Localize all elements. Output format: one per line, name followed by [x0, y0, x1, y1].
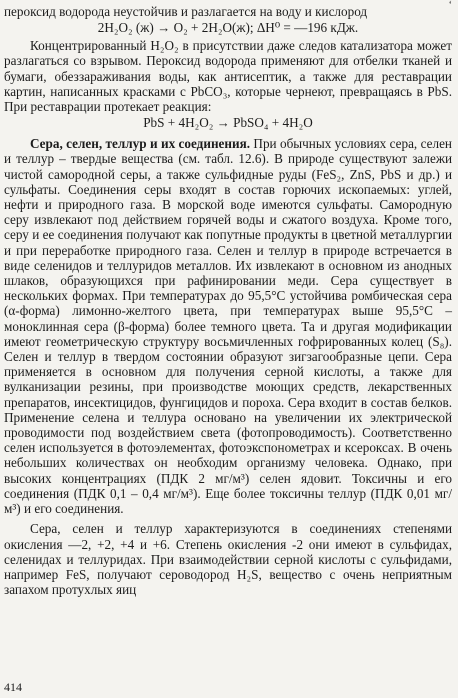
corner-mark: ‘: [448, 0, 452, 11]
section-heading: Сера, селен, теллур и их соединения.: [30, 136, 251, 152]
equation-restoration: PbS + 4H₂O₂ → PbSO₄ + 4H₂O: [143, 115, 313, 131]
paragraph-peroxide: Концентрированный H₂O₂ в присутствии даже следов катализатора может разлагаться со взрывом. Пероксид водорода применяют для отбелки тканей и бумаги, обеззараживания воды, как антисептик, а также для реставрации картин, написанных красками с PbCO₃, которые чернеют, превращаясь в PbS. При реставрации протекает реакция:: [4, 38, 452, 115]
equation-peroxide-decomposition: 2H₂O₂ (ж) → O₂ + 2H₂O(ж); ΔH⁰ = —196 кДж.: [97, 20, 359, 36]
paragraph-oxidation-states: Сера, селен и теллур характеризуются в соединениях степенями окисления —2, +2, +4 и +6. Степень окисления -2 они имеют в сульфидах, селенидах и теллуридах. При взаимодействии серной кислоты с сульфидами, например FeS, получают сероводород H₂S, вещество с очень неприятным запахом протухлых яиц: [4, 521, 452, 598]
paragraph-body: При обычных условиях сера, селен и теллур – твердые вещества (см. табл. 12.6). В природе существуют залежи чистой самородной серы, а также сульфидные руды (FeS₂, ZnS, PbS и др.) и сульфаты. Соединения серы входят в состав горючих ископаемых: углей, нефти и природного газа. В морской воде имеются сульфаты. Самородную серу извлекают под действием горячей воды и сжатого воздуха. Кроме того, серу и ее соединения получают как попутные продукты в цветной металлургии и при переработке природного газа. Селен и теллур в природе встречается в виде селенидов и теллуридов металлов. Их извлекают в основном из анодных шлаков, образующихся при рафинировании меди. Сера существует в нескольких формах. При температурах до 95,5°С устойчива ромбическая сера (α-форма) лимонно-желтого цвета, при температурах выше 95,5°С – моноклинная сера (β-форма) более темного цвета. Та и другая модификации имеют геометрическую структуру восьмичленных гофрированных колец (S₈). Селен и теллур в твердом состоянии образуют зигзагообразные цепи. Сера применяется в основном для получения серной кислоты, а также для вулканизации резины, при производстве моющих средств, лекарственных препаратов, инсектицидов, фунгицидов и пороха. Сера входит в состав белков. Применение селена и теллура основано на увеличении их электрической проводимости под воздействием света (фотопроводимость). Соответственно селен используется в фотоэлементах, фотоэкспонометрах и ксероксах. В очень небольших количествах он необходим организму человека. Однако, при высоких концентрациях (ПДК 2 мг/м³) селен ядовит. Токсичны и его соединения (ПДК 0,1 – 0,4 мг/м³). Еще более токсичны теллур (ПДК 0,01 мг/м³) и его соединения.: [4, 136, 452, 517]
page-text: [4, 4, 452, 597]
paragraph-sulfur-selenium-tellurium: [4, 136, 452, 516]
top-line: пероксид водорода неустойчив и разлагается на воду и кислород: [4, 4, 368, 19]
page-number: 414: [4, 680, 22, 694]
